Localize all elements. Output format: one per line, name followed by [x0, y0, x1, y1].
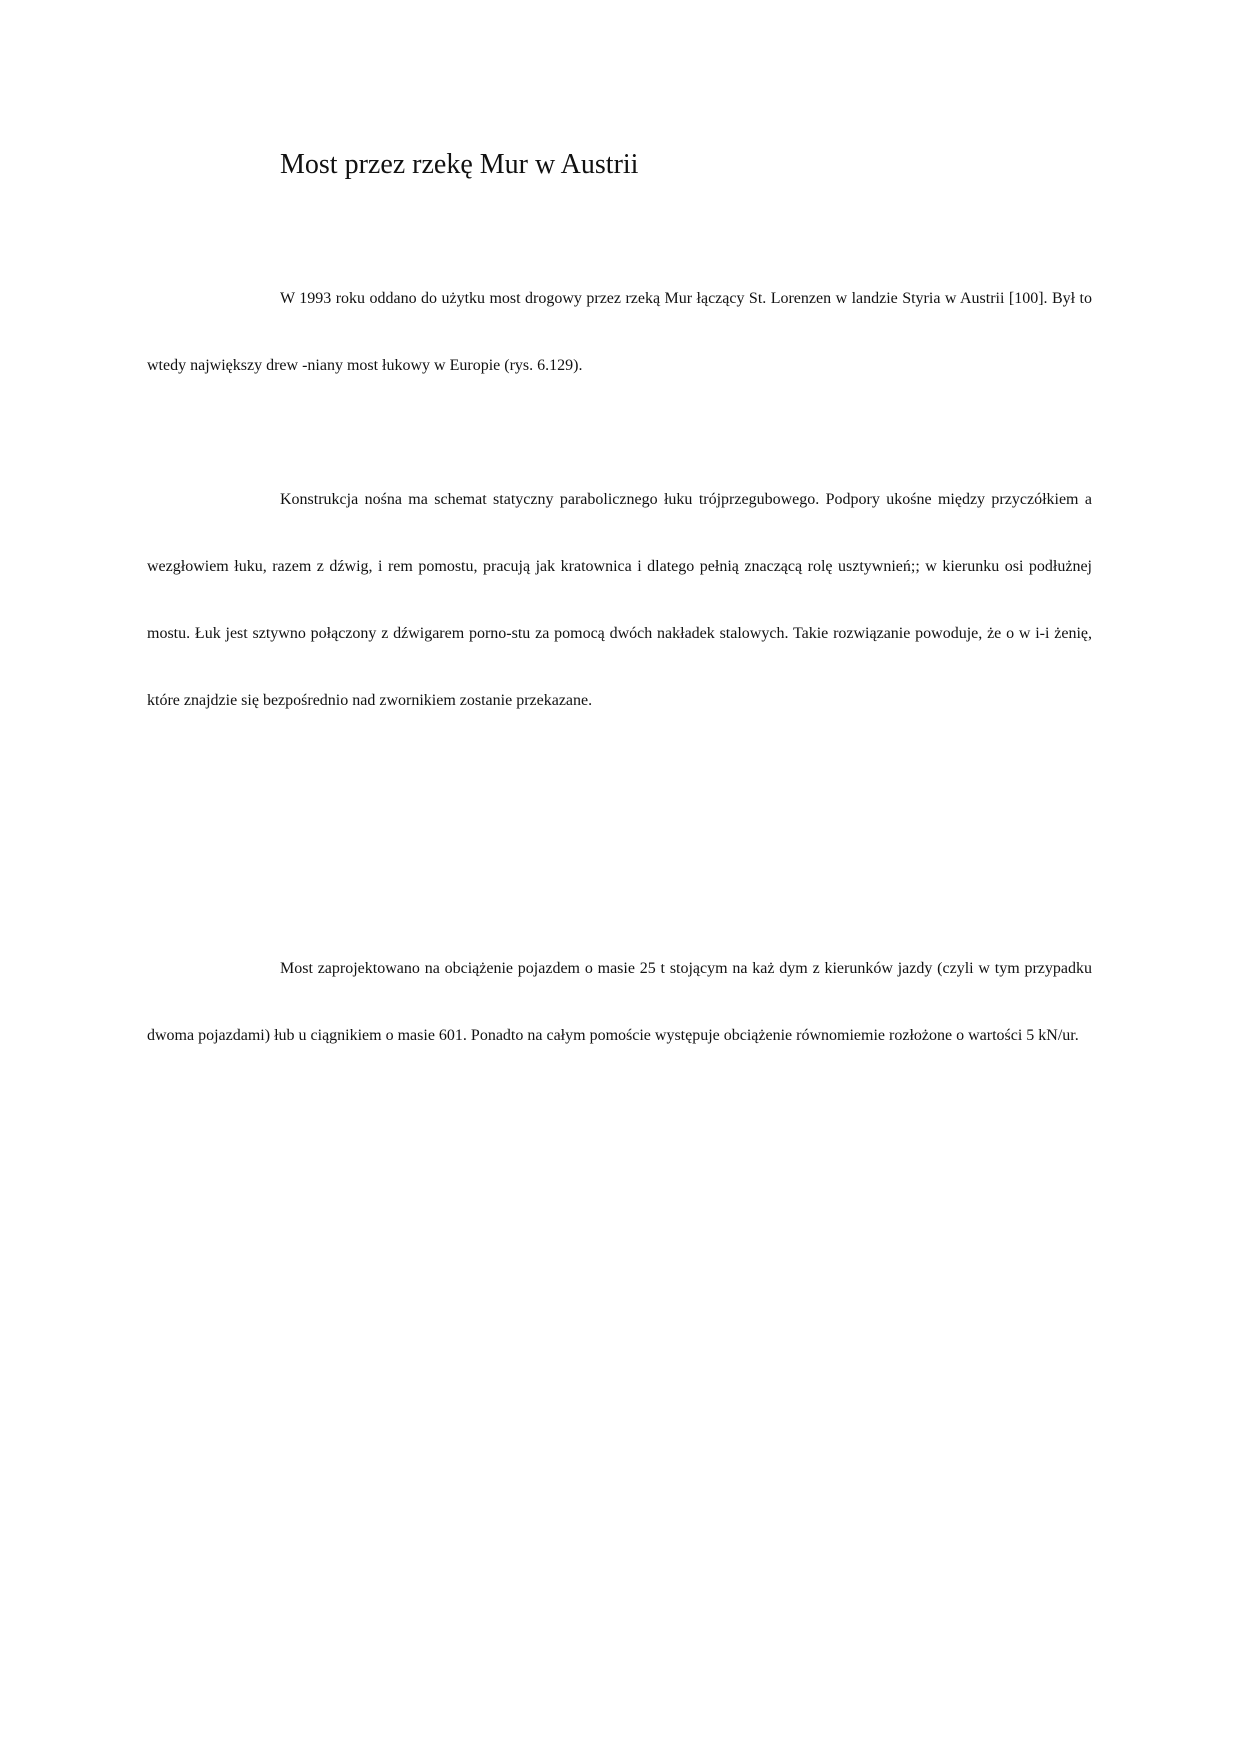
paragraph-1: W 1993 roku oddano do użytku most drogowy przez rzeką Mur łączący St. Lorenzen w landzie Styria w Austrii [100]. Był to wtedy największy drew -niany most łukowy w Europie (rys. 6.129). — [147, 290, 1092, 374]
document-title: Most przez rzekę Mur w Austrii — [280, 149, 639, 180]
paragraph-3: Most zaprojektowano na obciążenie pojazdem o masie 25 t stojącym na każ dym z kierunków jazdy (czyli w tym przypadku dwoma pojazdami) łub u ciągnikiem o masie 601. Ponadto na całym pomoście występuje obciążenie równomiemie rozłożone o wartości 5 kN/ur. — [147, 960, 1092, 1044]
paragraph-2: Konstrukcja nośna ma schemat statyczny parabolicznego łuku trójprzegubowego. Podpory ukośne między przyczółkiem a wezgłowiem łuku, razem z dźwig, i rem pomostu, pracują jak kratownica i dlatego pełnią znaczącą rolę usztywnień;; w kierunku osi podłużnej mostu. Łuk jest sztywno połączony z dźwigarem porno-stu za pomocą dwóch nakładek stalowych. Takie rozwiązanie powoduje, że o w i-i żenię, które znajdzie się bezpośrednio nad zwornikiem zostanie przekazane. — [147, 491, 1092, 709]
